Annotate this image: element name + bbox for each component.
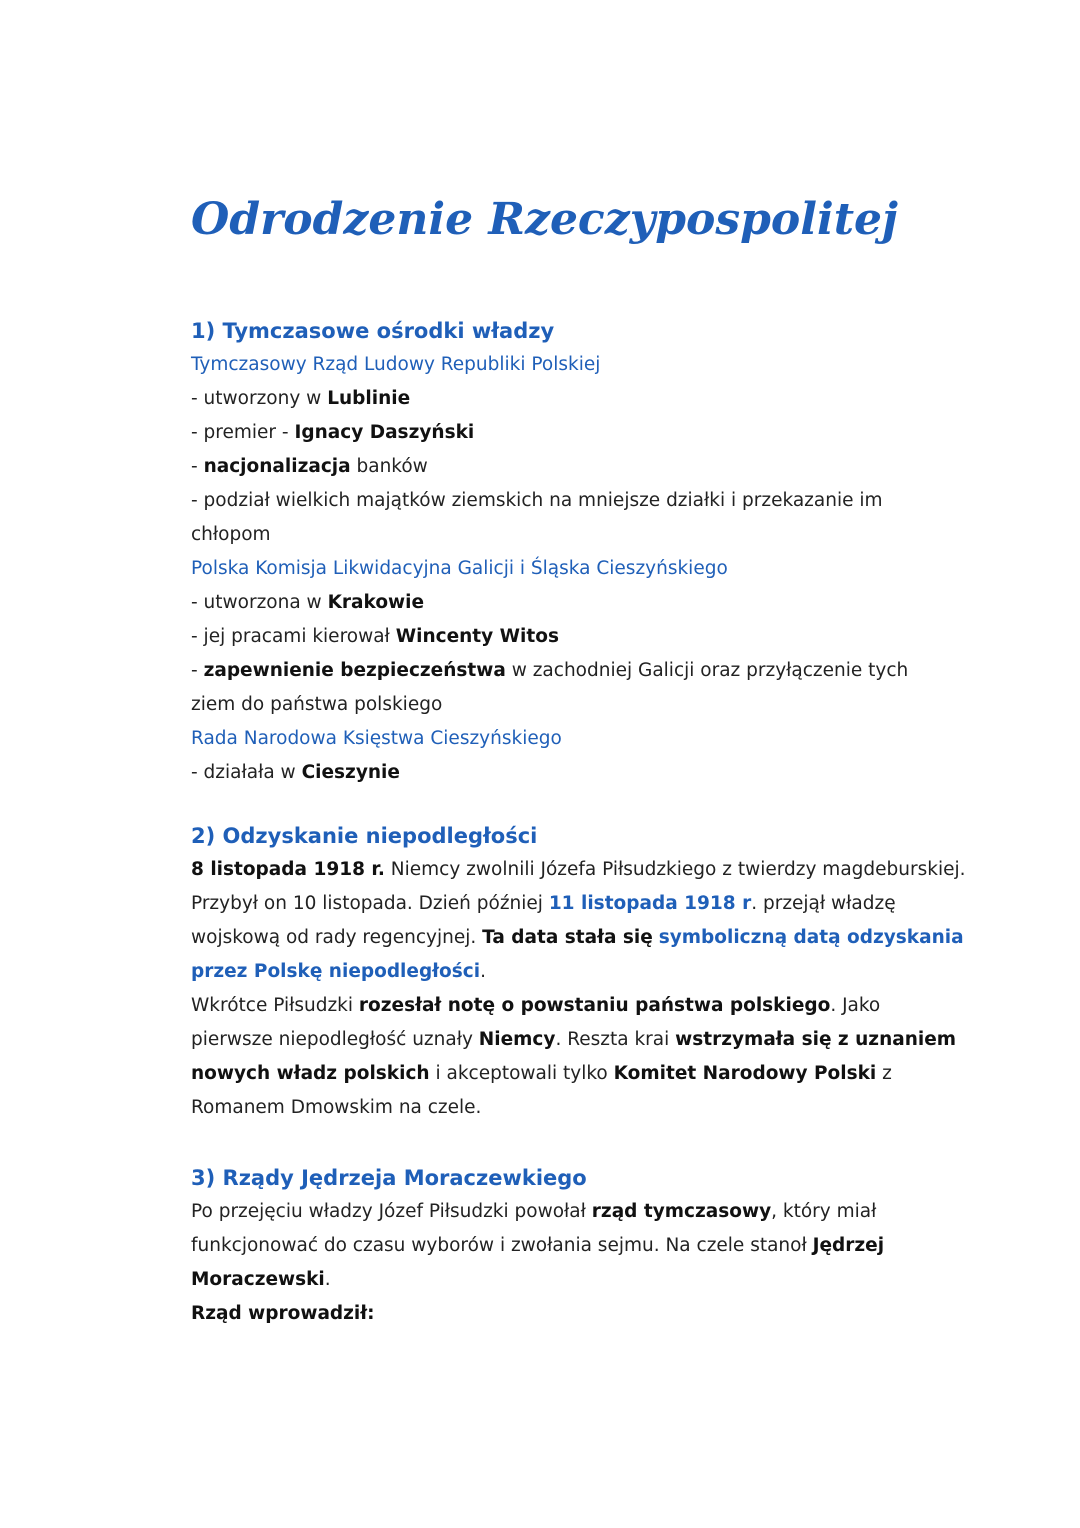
list-item: - zapewnienie bezpieczeństwa w zachodniej Galicji oraz przyłączenie tych ziem do państwa polskiego [191,660,909,715]
list-item: - utworzony w Lublinie [191,388,411,409]
subheading-lublin-government: Tymczasowy Rząd Ludowy Republiki Polskiej [191,354,601,375]
section-body [191,348,971,790]
list-item: - premier - Ignacy Daszyński [191,422,475,443]
paragraph: Po przejęciu władzy Józef Piłsudzki powołał rząd tymczasowy, który miał funkcjonować do czasu wyborów i zwołania sejmu. Na czele stanoł Jędrzej Moraczewski. [191,1201,885,1290]
section-heading: 1) Tymczasowe ośrodki władzy [191,319,555,343]
list-item: - jej pracami kierował Wincenty Witos [191,626,559,647]
section-heading: 2) Odzyskanie niepodległości [191,824,538,848]
section-body [191,1195,971,1331]
list-item: - działała w Cieszynie [191,762,400,783]
paragraph: 8 listopada 1918 r. Niemcy zwolnili Józefa Piłsudzkiego z twierdzy magdeburskiej. Przybył on 10 listopada. Dzień później 11 listopada 1918 r. przejął władzę wojskową od rady regencyjnej. Ta data stała się symboliczną datą odzyskania przez Polskę niepodległości. [191,859,966,982]
list-item: - nacjonalizacja banków [191,456,428,477]
paragraph: Wkrótce Piłsudzki rozesłał notę o powstaniu państwa polskiego. Jako pierwsze niepodległość uznały Niemcy. Reszta krai wstrzymała się z uznaniem nowych władz polskich i akceptowali tylko Komitet Narodowy Polski z Romanem Dmowskim na czele. [191,995,957,1118]
subheading-national-council: Rada Narodowa Księstwa Cieszyńskiego [191,728,562,749]
section-temporary-authorities [191,314,971,790]
list-item: - podział wielkich majątków ziemskich na mniejsze działki i przekazanie im chłopom [191,490,883,545]
document-title: Odrodzenie Rzeczypospolitej [191,194,898,245]
section-body [191,853,971,1125]
section-heading: 3) Rządy Jędrzeja Moraczewkiego [191,1166,587,1190]
section-moraczewski-government [191,1161,971,1331]
paragraph: Rząd wprowadził: [191,1303,375,1324]
section-independence [191,819,971,1125]
list-item: - utworzona w Krakowie [191,592,425,613]
subheading-liquidation-commission: Polska Komisja Likwidacyjna Galicji i Śląska Cieszyńskiego [191,558,728,579]
